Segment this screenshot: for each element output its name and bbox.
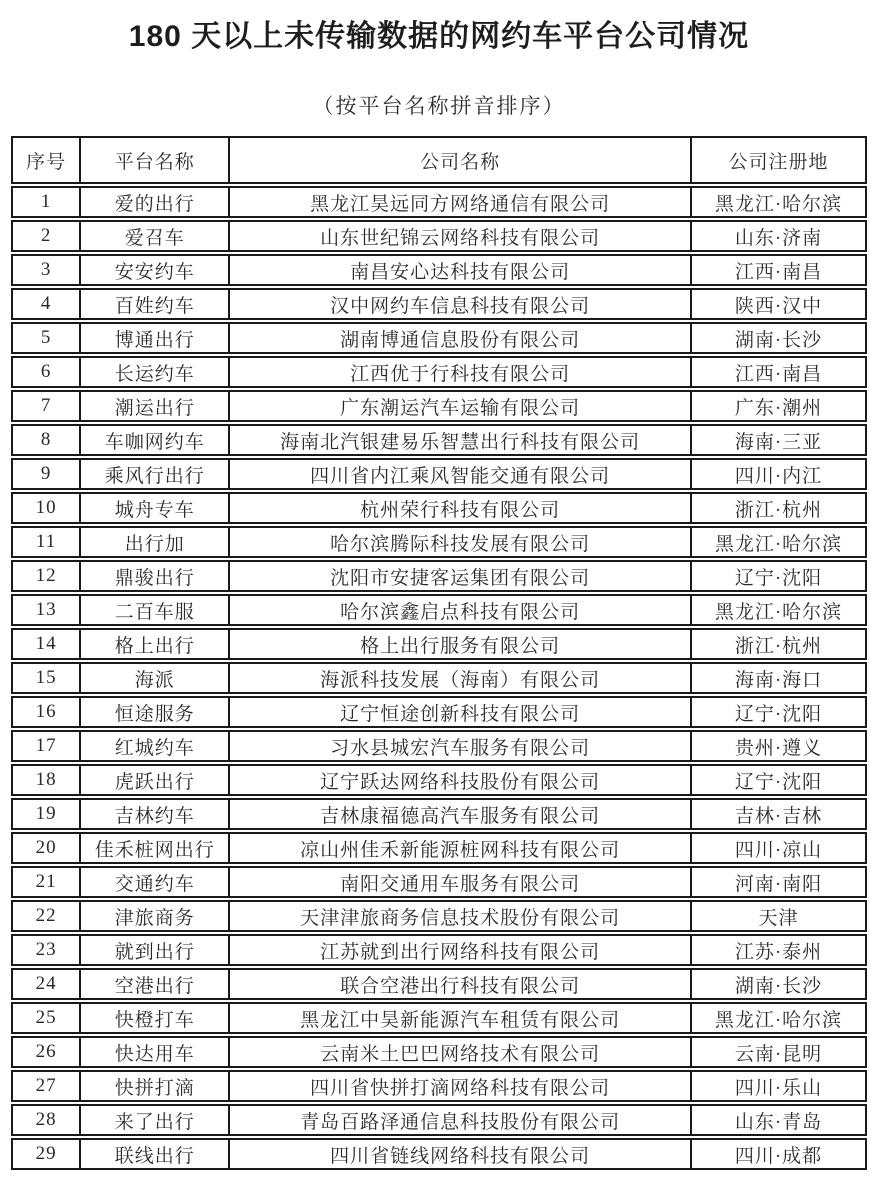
table-row (11, 628, 867, 660)
cell-company-name: 江西优于行科技有限公司 (230, 358, 692, 386)
table-row (11, 1036, 867, 1068)
cell-platform-name: 出行加 (81, 528, 230, 556)
table-row (11, 424, 867, 456)
cell-index: 16 (13, 698, 81, 726)
cell-index: 8 (13, 426, 81, 454)
table-header-row (11, 136, 867, 184)
column-header-index: 序号 (13, 138, 81, 182)
table-row (11, 1070, 867, 1102)
table-row (11, 560, 867, 592)
cell-company-name: 湖南博通信息股份有限公司 (230, 324, 692, 352)
page-title: 180 天以上未传输数据的网约车平台公司情况 (128, 20, 750, 53)
cell-platform-name: 二百车服 (81, 596, 230, 624)
cell-registration-place: 河南·南阳 (734, 873, 823, 895)
cell-platform-name: 交通约车 (81, 868, 230, 896)
cell-company-name: 南阳交通用车服务有限公司 (230, 868, 692, 896)
cell-index: 14 (13, 630, 81, 658)
cell-registration-place: 海南·海口 (734, 669, 823, 691)
table-row (11, 662, 867, 694)
cell-platform-name: 快达用车 (81, 1038, 230, 1066)
cell-registration-place: 天津 (758, 907, 799, 929)
cell-index: 9 (13, 460, 81, 488)
table-row (11, 934, 867, 966)
cell-company-name: 南昌安心达科技有限公司 (230, 256, 692, 284)
cell-company-name: 江苏就到出行网络科技有限公司 (230, 936, 692, 964)
cell-platform-name: 吉林约车 (81, 800, 230, 828)
cell-index: 15 (13, 664, 81, 692)
cell-company-name: 青岛百路泽通信息科技股份有限公司 (230, 1106, 692, 1134)
cell-registration-place: 四川·成都 (734, 1145, 823, 1167)
cell-platform-name: 快拼打滴 (81, 1072, 230, 1100)
cell-company-name: 沈阳市安捷客运集团有限公司 (230, 562, 692, 590)
cell-company-name: 海派科技发展（海南）有限公司 (230, 664, 692, 692)
cell-index: 17 (13, 732, 81, 760)
cell-company-name: 四川省内江乘风智能交通有限公司 (230, 460, 692, 488)
cell-registration-place: 黑龙江·哈尔滨 (714, 533, 843, 555)
cell-index: 24 (13, 970, 81, 998)
cell-registration-place: 黑龙江·哈尔滨 (714, 193, 843, 215)
cell-registration-place: 云南·昆明 (734, 1043, 823, 1065)
table-row (11, 696, 867, 728)
cell-company-name: 四川省快拼打滴网络科技有限公司 (230, 1072, 692, 1100)
cell-index: 27 (13, 1072, 81, 1100)
cell-platform-name: 红城约车 (81, 732, 230, 760)
cell-platform-name: 海派 (81, 664, 230, 692)
cell-company-name: 习水县城宏汽车服务有限公司 (230, 732, 692, 760)
cell-platform-name: 爱召车 (81, 222, 230, 250)
cell-company-name: 联合空港出行科技有限公司 (230, 970, 692, 998)
table-row (11, 1104, 867, 1136)
cell-platform-name: 联线出行 (81, 1140, 230, 1168)
cell-registration-place: 江西·南昌 (734, 363, 823, 385)
cell-platform-name: 虎跃出行 (81, 766, 230, 794)
cell-registration-place: 江西·南昌 (734, 261, 823, 283)
cell-registration-place: 贵州·遵义 (734, 737, 823, 759)
cell-index: 29 (13, 1140, 81, 1168)
cell-company-name: 格上出行服务有限公司 (230, 630, 692, 658)
table-row (11, 288, 867, 320)
cell-registration-place: 辽宁·沈阳 (734, 703, 823, 725)
document-page (0, 16, 878, 1170)
cell-company-name: 哈尔滨腾际科技发展有限公司 (230, 528, 692, 556)
table-row (11, 594, 867, 626)
cell-registration-place: 四川·凉山 (734, 839, 823, 861)
cell-registration-place: 广东·潮州 (734, 397, 823, 419)
cell-platform-name: 长运约车 (81, 358, 230, 386)
cell-index: 12 (13, 562, 81, 590)
table-row (11, 764, 867, 796)
cell-company-name: 云南米土巴巴网络技术有限公司 (230, 1038, 692, 1066)
table-row (11, 322, 867, 354)
table-row (11, 798, 867, 830)
cell-index: 5 (13, 324, 81, 352)
cell-index: 13 (13, 596, 81, 624)
cell-platform-name: 博通出行 (81, 324, 230, 352)
cell-registration-place: 山东·青岛 (734, 1111, 823, 1133)
table-row (11, 1138, 867, 1170)
table-row (11, 730, 867, 762)
cell-company-name: 辽宁跃达网络科技股份有限公司 (230, 766, 692, 794)
table-row (11, 526, 867, 558)
cell-company-name: 山东世纪锦云网络科技有限公司 (230, 222, 692, 250)
table-row (11, 390, 867, 422)
cell-index: 19 (13, 800, 81, 828)
cell-index: 6 (13, 358, 81, 386)
cell-platform-name: 车咖网约车 (81, 426, 230, 454)
table-row (11, 968, 867, 1000)
cell-registration-place: 浙江·杭州 (734, 635, 823, 657)
table-row (11, 866, 867, 898)
cell-index: 26 (13, 1038, 81, 1066)
cell-index: 28 (13, 1106, 81, 1134)
cell-registration-place: 海南·三亚 (734, 431, 823, 453)
cell-index: 4 (13, 290, 81, 318)
cell-platform-name: 潮运出行 (81, 392, 230, 420)
cell-registration-place: 浙江·杭州 (734, 499, 823, 521)
cell-index: 22 (13, 902, 81, 930)
cell-platform-name: 鼎骏出行 (81, 562, 230, 590)
cell-registration-place: 辽宁·沈阳 (734, 567, 823, 589)
cell-platform-name: 格上出行 (81, 630, 230, 658)
table-row (11, 254, 867, 286)
cell-platform-name: 空港出行 (81, 970, 230, 998)
cell-company-name: 天津津旅商务信息技术股份有限公司 (230, 902, 692, 930)
cell-company-name: 四川省链线网络科技有限公司 (230, 1140, 692, 1168)
cell-registration-place: 四川·内江 (734, 465, 823, 487)
cell-company-name: 海南北汽银建易乐智慧出行科技有限公司 (230, 426, 692, 454)
cell-company-name: 黑龙江昊远同方网络通信有限公司 (230, 188, 692, 216)
platform-table (11, 136, 867, 1170)
cell-company-name: 广东潮运汽车运输有限公司 (230, 392, 692, 420)
cell-platform-name: 爱的出行 (81, 188, 230, 216)
cell-registration-place: 四川·乐山 (734, 1077, 823, 1099)
table-row (11, 186, 867, 218)
cell-platform-name: 津旅商务 (81, 902, 230, 930)
cell-company-name: 哈尔滨鑫启点科技有限公司 (230, 596, 692, 624)
cell-registration-place: 辽宁·沈阳 (734, 771, 823, 793)
cell-platform-name: 安安约车 (81, 256, 230, 284)
cell-index: 7 (13, 392, 81, 420)
cell-registration-place: 湖南·长沙 (734, 975, 823, 997)
table-row (11, 492, 867, 524)
cell-platform-name: 就到出行 (81, 936, 230, 964)
table-row (11, 220, 867, 252)
cell-platform-name: 乘风行出行 (81, 460, 230, 488)
cell-index: 20 (13, 834, 81, 862)
cell-index: 2 (13, 222, 81, 250)
cell-registration-place: 湖南·长沙 (734, 329, 823, 351)
cell-company-name: 辽宁恒途创新科技有限公司 (230, 698, 692, 726)
cell-index: 10 (13, 494, 81, 522)
cell-company-name: 凉山州佳禾新能源桩网科技有限公司 (230, 834, 692, 862)
cell-platform-name: 来了出行 (81, 1106, 230, 1134)
cell-platform-name: 城舟专车 (81, 494, 230, 522)
cell-index: 11 (13, 528, 81, 556)
table-row (11, 458, 867, 490)
table-row (11, 900, 867, 932)
cell-platform-name: 佳禾桩网出行 (81, 834, 230, 862)
cell-registration-place: 山东·济南 (734, 227, 823, 249)
column-header-platform-name: 平台名称 (81, 138, 230, 182)
cell-company-name: 杭州荣行科技有限公司 (230, 494, 692, 522)
cell-company-name: 吉林康福德高汽车服务有限公司 (230, 800, 692, 828)
column-header-registration-place: 公司注册地 (728, 151, 829, 173)
cell-registration-place: 黑龙江·哈尔滨 (714, 1009, 843, 1031)
cell-index: 3 (13, 256, 81, 284)
column-header-company-name: 公司名称 (230, 138, 692, 182)
cell-platform-name: 恒途服务 (81, 698, 230, 726)
cell-index: 1 (13, 188, 81, 216)
cell-index: 23 (13, 936, 81, 964)
cell-company-name: 黑龙江中昊新能源汽车租赁有限公司 (230, 1004, 692, 1032)
table-body (11, 186, 867, 1170)
table-row (11, 1002, 867, 1034)
cell-index: 18 (13, 766, 81, 794)
cell-company-name: 汉中网约车信息科技有限公司 (230, 290, 692, 318)
cell-registration-place: 吉林·吉林 (734, 805, 823, 827)
table-row (11, 832, 867, 864)
page-subtitle: （按平台名称拼音排序） (312, 94, 566, 118)
cell-index: 25 (13, 1004, 81, 1032)
cell-registration-place: 江苏·泰州 (734, 941, 823, 963)
cell-index: 21 (13, 868, 81, 896)
cell-platform-name: 快橙打车 (81, 1004, 230, 1032)
cell-registration-place: 陕西·汉中 (734, 295, 823, 317)
cell-registration-place: 黑龙江·哈尔滨 (714, 601, 843, 623)
cell-platform-name: 百姓约车 (81, 290, 230, 318)
table-row (11, 356, 867, 388)
